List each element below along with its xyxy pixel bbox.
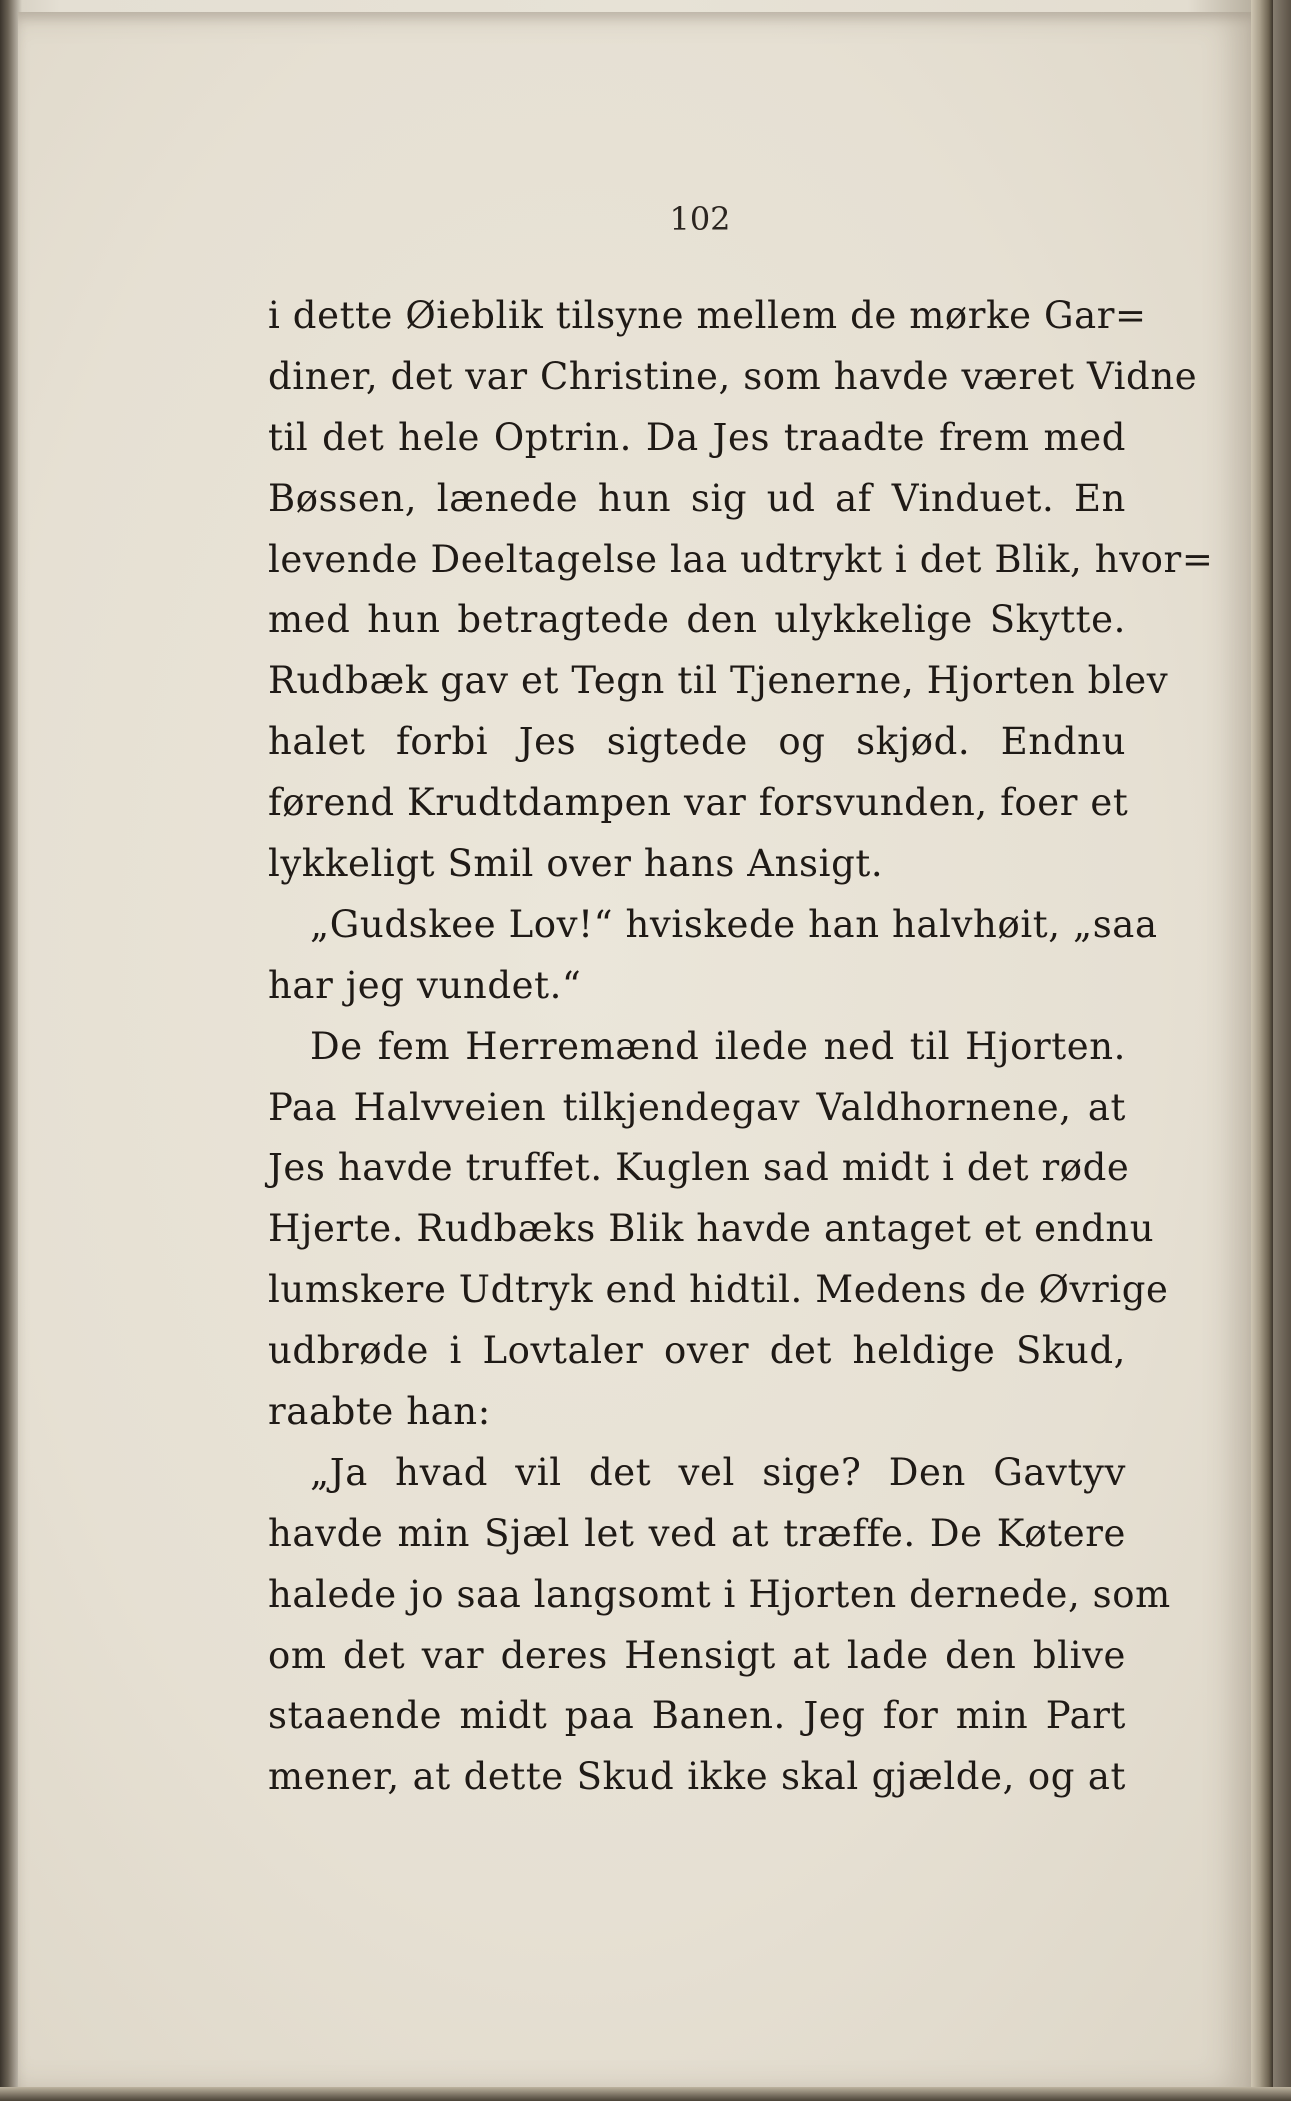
text-line: „Ja hvad vil det vel sige? Den Gavtyv (310, 1450, 1126, 1494)
text-line: De fem Herremænd ilede ned til Hjorten. (310, 1024, 1126, 1068)
text-line: „Gudskee Lov!“ hviskede han halvhøit, „saa (310, 902, 1158, 946)
text-line: Hjerte. Rudbæks Blik havde antaget et endnu (268, 1207, 1155, 1251)
text-line: har jeg vundet.“ (268, 963, 582, 1007)
text-line: til det hele Optrin. Da Jes traadte frem med (268, 415, 1126, 459)
text-line: halet forbi Jes sigtede og skjød. Endnu (268, 720, 1126, 764)
text-line: førend Krudtdampen var forsvunden, foer et (268, 781, 1129, 825)
text-line: Bøssen, lænede hun sig ud af Vinduet. En (268, 476, 1126, 520)
text-line: lumskere Udtryk end hidtil. Medens de Øvrige (268, 1268, 1169, 1312)
book-edge (1251, 0, 1273, 2101)
text-line: i dette Øieblik tilsyne mellem de mørke Gar= (268, 294, 1147, 337)
text-line: lykkeligt Smil over hans Ansigt. (268, 842, 884, 886)
text-line: staaende midt paa Banen. Jeg for min Part (268, 1694, 1126, 1738)
book-edge-bottom (0, 2087, 1291, 2101)
text-line: med hun betragtede den ulykkelige Skytte. (268, 598, 1126, 642)
text-line: raabte han: (268, 1390, 491, 1434)
text-line: levende Deeltagelse laa udtrykt i det Blik, hvor= (268, 537, 1214, 581)
text-line: Rudbæk gav et Tegn til Tjenerne, Hjorten blev (268, 659, 1169, 703)
text-line: om det var deres Hensigt at lade den blive (268, 1633, 1126, 1677)
text-line: halede jo saa langsomt i Hjorten dernede, som (268, 1572, 1171, 1616)
page-number: 102 (669, 200, 731, 238)
text-line: mener, at dette Skud ikke skal gjælde, og at (268, 1755, 1126, 1799)
text-line: Jes havde truffet. Kuglen sad midt i det røde (268, 1146, 1130, 1190)
text-line: Paa Halvveien tilkjendegav Valdhornene, at (268, 1085, 1126, 1129)
text-line: udbrøde i Lovtaler over det heldige Skud, (268, 1329, 1126, 1373)
text-line: diner, det var Christine, som havde været Vidne (268, 354, 1198, 398)
text-line: havde min Sjæl let ved at træffe. De Køtere (268, 1511, 1126, 1555)
body-text (268, 286, 1214, 1808)
